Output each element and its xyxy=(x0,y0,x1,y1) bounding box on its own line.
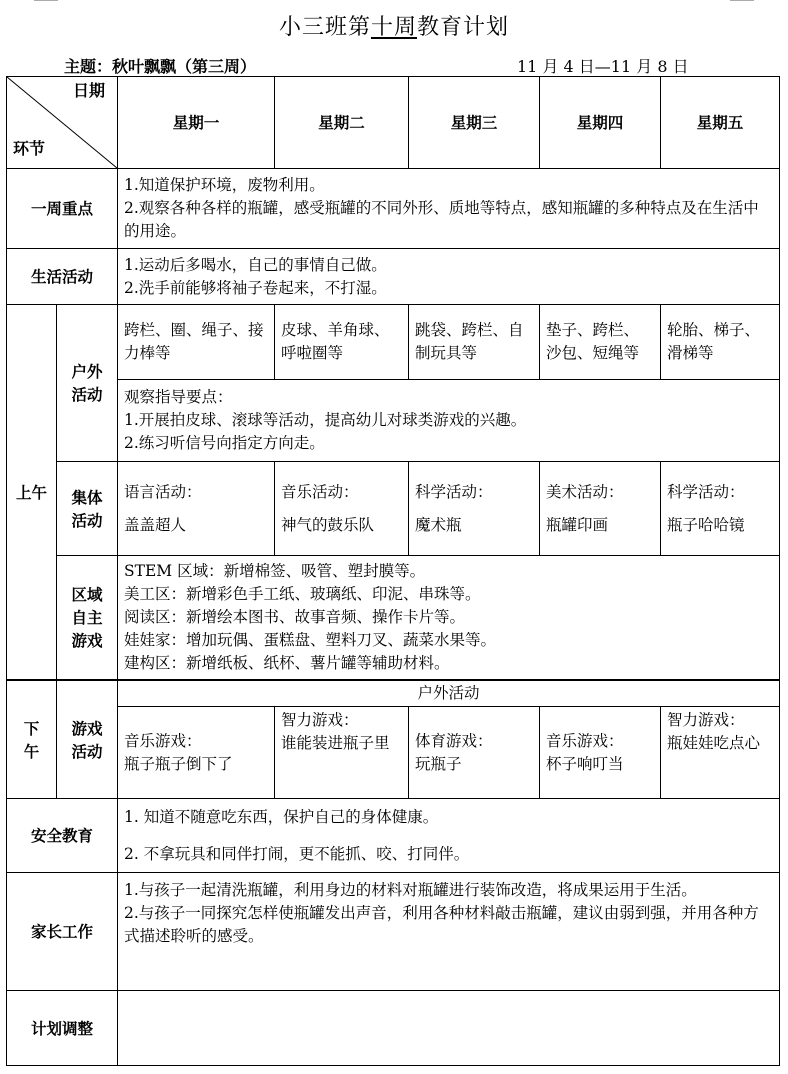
day-header-wed: 星期三 xyxy=(409,77,540,169)
group-tue: 音乐活动： 神气的鼓乐队 xyxy=(275,462,409,556)
theme-subtitle: 主题：秋叶飘飘（第三周） xyxy=(64,57,257,76)
game-activity-label: 游戏 活动 xyxy=(57,681,118,799)
afternoon-label: 下 午 xyxy=(7,681,57,799)
life-activity-row xyxy=(7,249,780,305)
parents-row xyxy=(7,873,780,991)
group-fri: 科学活动： 瓶子哈哈镜 xyxy=(661,462,780,556)
parents-content: 1.与孩子一起清洗瓶罐，利用身边的材料对瓶罐进行装饰改造，将成果运用于生活。 2.与孩子一同探究怎样使瓶罐发出声音，利用各种材料敲击瓶罐，建议由弱到强，并用各种方式描述聆听的感受。 xyxy=(118,873,780,991)
group-thu: 美术活动： 瓶罐印画 xyxy=(540,462,661,556)
weekly-plan-table xyxy=(6,76,780,680)
weekly-plan-table-lower xyxy=(6,680,780,1066)
adjust-content[interactable] xyxy=(118,991,780,1066)
corner-header xyxy=(7,77,118,169)
date-range: 11 月 4 日—11 月 8 日 xyxy=(517,57,689,76)
area-play-label: 区域 自主 游戏 xyxy=(57,556,118,680)
day-header-thu: 星期四 xyxy=(540,77,661,169)
outdoor-wed: 跳袋、跨栏、自制玩具等 xyxy=(409,305,540,380)
afternoon-outdoor-header-row xyxy=(7,681,780,707)
safety-content: 1. 知道不随意吃东西，保护自己的身体健康。 2. 不拿玩具和同伴打闹，更不能抓、咬、打同伴。 xyxy=(118,799,780,873)
outdoor-mon: 跨栏、圈、绳子、接力棒等 xyxy=(118,305,275,380)
page-corner-mark xyxy=(34,0,58,1)
outdoor-activity-label: 户外 活动 xyxy=(57,305,118,462)
game-tue: 智力游戏： 谁能装进瓶子里 xyxy=(275,707,409,799)
life-activity-label: 生活活动 xyxy=(7,249,118,305)
area-play-content: STEM 区域：新增棉签、吸管、塑封膜等。 美工区：新增彩色手工纸、玻璃纸、印泥、串珠等。 阅读区：新增绘本图书、故事音频、操作卡片等。 娃娃家：增加玩偶、蛋糕盘、塑料刀叉、蔬菜水果等。 建构区：新增纸板、纸杯、薯片罐等辅助材料。 xyxy=(118,556,780,680)
corner-section-label: 环节 xyxy=(13,139,46,158)
header-row xyxy=(7,77,780,169)
outdoor-guide-row xyxy=(7,380,780,462)
outdoor-fri: 轮胎、梯子、滑梯等 xyxy=(661,305,780,380)
group-activity-row xyxy=(7,462,780,556)
afternoon-outdoor-label: 户外活动 xyxy=(118,681,780,707)
adjust-label: 计划调整 xyxy=(7,991,118,1066)
weekly-focus-content: 1.知道保护环境，废物利用。 2.观察各种各样的瓶罐，感受瓶罐的不同外形、质地等特点，感知瓶罐的多种特点及在生活中的用途。 xyxy=(118,169,780,249)
life-activity-content: 1.运动后多喝水，自己的事情自己做。 2.洗手前能够将袖子卷起来，不打湿。 xyxy=(118,249,780,305)
area-play-row xyxy=(7,556,780,680)
game-wed: 体育游戏： 玩瓶子 xyxy=(409,707,540,799)
group-wed: 科学活动： 魔术瓶 xyxy=(409,462,540,556)
safety-row xyxy=(7,799,780,873)
group-activity-label: 集体 活动 xyxy=(57,462,118,556)
parents-label: 家长工作 xyxy=(7,873,118,991)
outdoor-guide-content: 观察指导要点： 1.开展拍皮球、滚球等活动，提高幼儿对球类游戏的兴趣。 2.练习听信号向指定方向走。 xyxy=(118,380,780,462)
day-header-tue: 星期二 xyxy=(275,77,409,169)
safety-label: 安全教育 xyxy=(7,799,118,873)
outdoor-tue: 皮球、羊角球、呼啦圈等 xyxy=(275,305,409,380)
game-mon: 音乐游戏： 瓶子瓶子倒下了 xyxy=(118,707,275,799)
morning-label: 上午 xyxy=(7,305,57,680)
page-corner-mark xyxy=(730,0,754,1)
page-title: 小三班第十周教育计划 xyxy=(278,15,510,40)
day-header-fri: 星期五 xyxy=(661,77,780,169)
game-thu: 音乐游戏： 杯子响叮当 xyxy=(540,707,661,799)
adjust-row xyxy=(7,991,780,1066)
afternoon-games-row xyxy=(7,707,780,799)
outdoor-materials-row xyxy=(7,305,780,380)
corner-date-label: 日期 xyxy=(72,81,105,100)
day-header-mon: 星期一 xyxy=(118,77,275,169)
group-mon: 语言活动： 盖盖超人 xyxy=(118,462,275,556)
weekly-focus-row xyxy=(7,169,780,249)
outdoor-thu: 垫子、跨栏、沙包、短绳等 xyxy=(540,305,661,380)
game-fri: 智力游戏： 瓶娃娃吃点心 xyxy=(661,707,780,799)
weekly-focus-label: 一周重点 xyxy=(7,169,118,249)
